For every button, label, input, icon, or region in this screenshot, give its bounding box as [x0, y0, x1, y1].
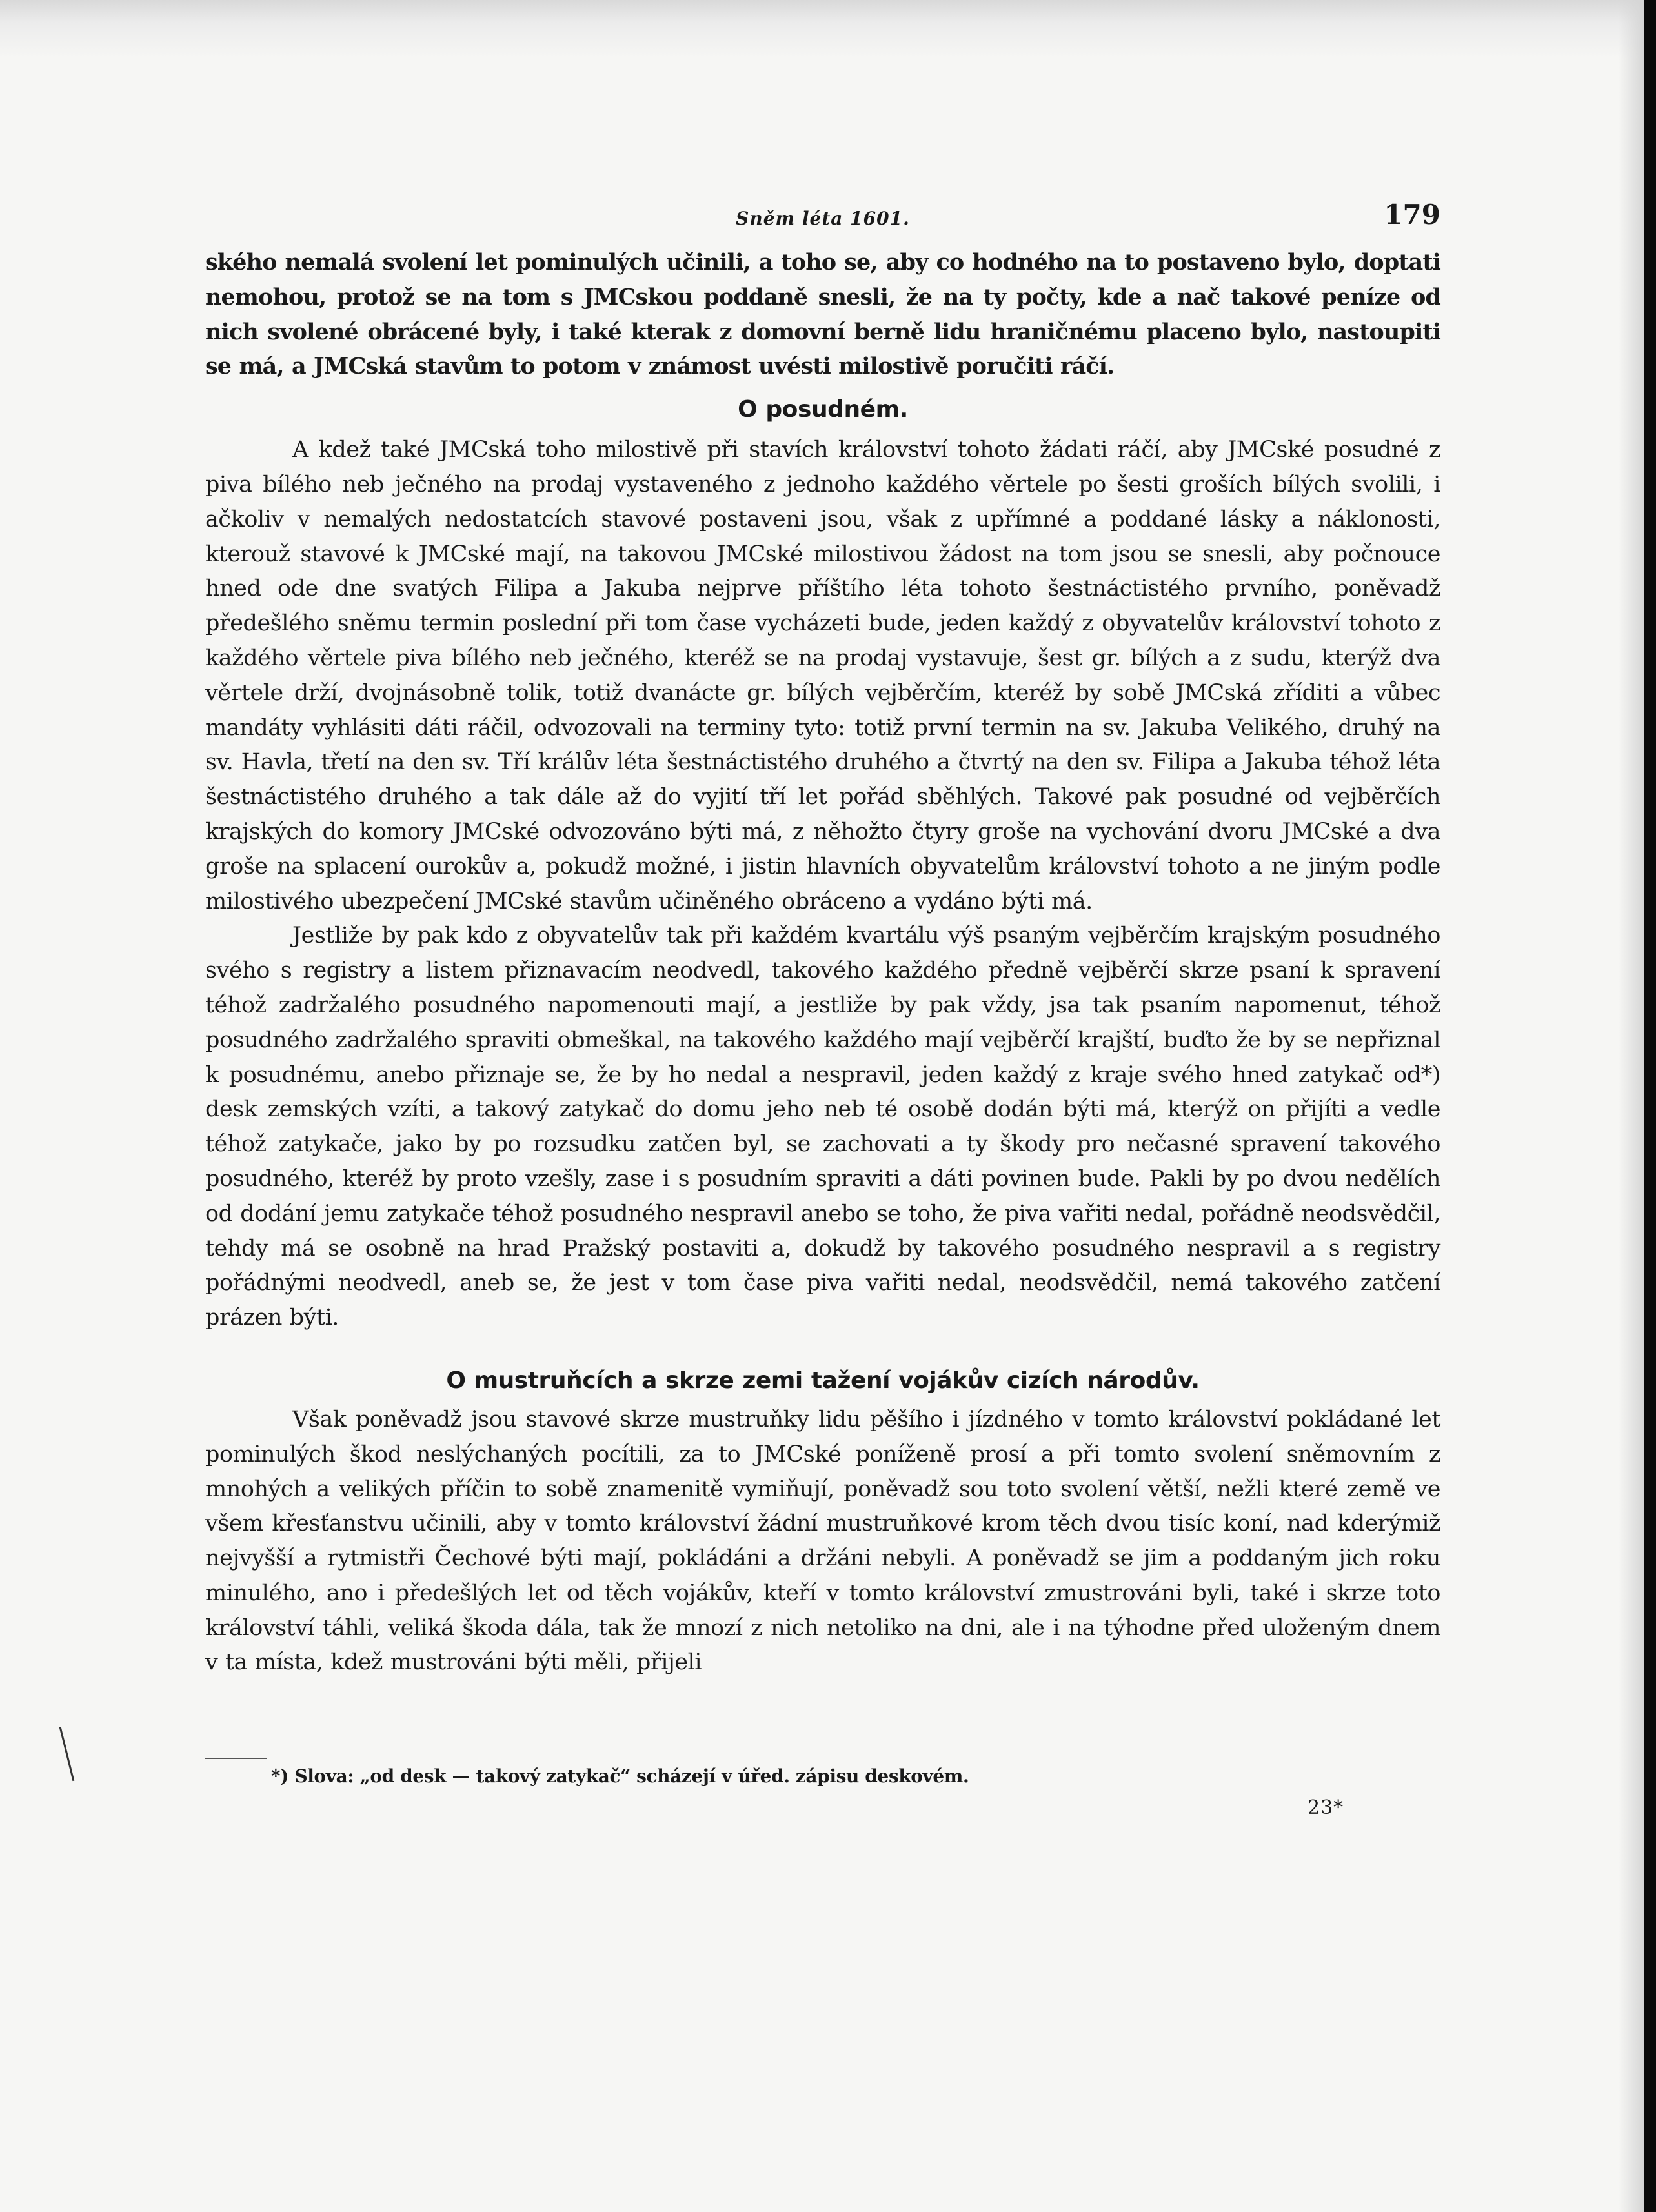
running-head	[205, 194, 1440, 245]
section-heading-posudnem: O posudném.	[738, 396, 908, 423]
section-heading-mustrunky: O mustruňcích a skrze zemi tažení vojákův cizích národův.	[446, 1367, 1200, 1394]
running-title: Sněm léta 1601.	[736, 208, 910, 229]
margin-pencil-mark	[59, 1727, 75, 1781]
footnote: *) Slova: „od desk — takový zatykač“ scházejí v úřed. zápisu deskovém.	[271, 1765, 969, 1787]
printer-signature: 23*	[1308, 1796, 1344, 1819]
paragraph-4: Však poněvadž jsou stavové skrze mustruňky lidu pěšího i jízdného v tomto království pokládané let pominulých škod neslýchaných pocítili, za to JMCské poníženě prosí a při tomto svolení sněmovním z mnohých a velikých příčin to sobě znamenitě vymiňují, poněvadž sou toto svolení větší, nežli které země ve všem křesťanstvu učinili, aby v tomto království žádní mustruňkové krom těch dvou tisíc koní, nad kderýmiž nejvyšší a rytmistři Čechové býti mají, pokládáni a držáni nebyli. A poněvadž se jim a poddaným jich roku minulého, ano i předešlých let od těch vojákův, kteří v tomto království zmustrováni byli, také i skrze toto království táhli, veliká škoda dála, tak že mnozí z nich netoliko na dni, ale i na týhodne před uloženým dnem v ta místa, kdež mustrováni býti měli, přijeli	[205, 1406, 1440, 1676]
paragraph-3: Jestliže by pak kdo z obyvatelův tak při každém kvartálu výš psaným vejběrčím krajským posudného svého s registry a listem přiznavacím neodvedl, takového každého předně vejběrčí skrze psaní k spravení téhož zadržalého posudného napomenouti mají, a jestliže by pak vždy, jsa tak psaním napomenut, téhož posudného zadržalého spraviti obmeškal, na takového každého mají vejběrčí krajští, buďto že by se nepřiznal k posudnému, anebo přiznaje se, že by ho nedal a nespravil, jeden každý z kraje svého hned zatykač od*) desk zemských vzíti, a takový zatykač do domu jeho neb té osobě dodán býti má, kterýž on přijíti a vedle téhož zatykače, jako by po rozsudku zatčen byl, se zachovati a ty škody pro nečasné spravení takového posudného, kteréž by proto vzešly, zase i s posudním spraviti a dáti povinen bude. Pakli by po dvou nedělích od dodání jemu zatykače téhož posudného nespravil anebo se toho, že piva vařiti nedal, pořádně neodsvědčil, tehdy má se osobně na hrad Pražský postaviti a, dokudž by takového posudného nespravil a s registry pořádnými neodvedl, aneb se, že jest v tom čase piva vařiti nedal, neodsvědčil, nemá takového zatčení prázen býti.	[205, 923, 1440, 1331]
scan-right-shade	[1619, 0, 1644, 2212]
paragraph-2: A kdež také JMCská toho milostivě při stavích království tohoto žádati ráčí, aby JMCské posudné z piva bílého neb ječného na prodaj vystaveného z jednoho každého věrtele po šesti groších bílých svolili, i ačkoliv v nemalých nedostatcích stavové postaveni jsou, však z upřímné a poddané lásky a náklonosti, kterouž stavové k JMCské mají, na takovou JMCské milostivou žádost na tom jsou se snesli, aby počnouce hned ode dne svatých Filipa a Jakuba nejprve příštího léta tohoto šestnáctistého prvního, poněvadž předešlého sněmu termin poslední při tom čase vycházeti bude, jeden každý z obyvatelův království tohoto z každého věrtele piva bílého neb ječného, kteréž se na prodaj vystavuje, šest gr. bílých a z sudu, kterýž dva věrtele drží, dvojnásobně tolik, totiž dvanácte gr. bílých vejběrčím, kteréž by sobě JMCská zříditi a vůbec mandáty vyhlásiti dáti ráčil, odvozovali na terminy tyto: totiž první termin na sv. Jakuba Velikého, druhý na sv. Havla, třetí na den sv. Tří králův léta šestnáctistého druhého a čtvrtý na den sv. Filipa a Jakuba téhož léta šestnáctistého druhého a tak dále až do vyjití tří let pořád sběhlých. Takové pak posudné od vejběrčích krajských do komory JMCské odvozováno býti má, z něhožto čtyry groše na vychování dvoru JMCské a dva groše na splacení ourokův a, pokudž možné, i jistin hlavních obyvatelům království tohoto a ne jiným podle milostivého ubezpečení JMCské stavům učiněného obráceno a vydáno býti má.	[205, 437, 1440, 914]
footnote-rule	[205, 1758, 267, 1759]
page-number: 179	[1384, 199, 1440, 230]
body-text	[205, 245, 1440, 1680]
paragraph-1: ského nemalá svolení let pominulých učinili, a toho se, aby co hodného na to postaveno bylo, doptati nemohou, protož se na tom s JMCskou poddaně snesli, že na ty počty, kde a nač takové peníze od nich svolené obrácené byly, i také kterak z domovní berně lidu hraničnému placeno bylo, nastoupiti se má, a JMCská stavům to potom v známost uvésti milostivě poručiti ráčí.	[205, 249, 1440, 380]
page	[205, 194, 1440, 1680]
scan-right-border	[1644, 0, 1656, 2212]
scan-top-shade	[0, 0, 1656, 58]
